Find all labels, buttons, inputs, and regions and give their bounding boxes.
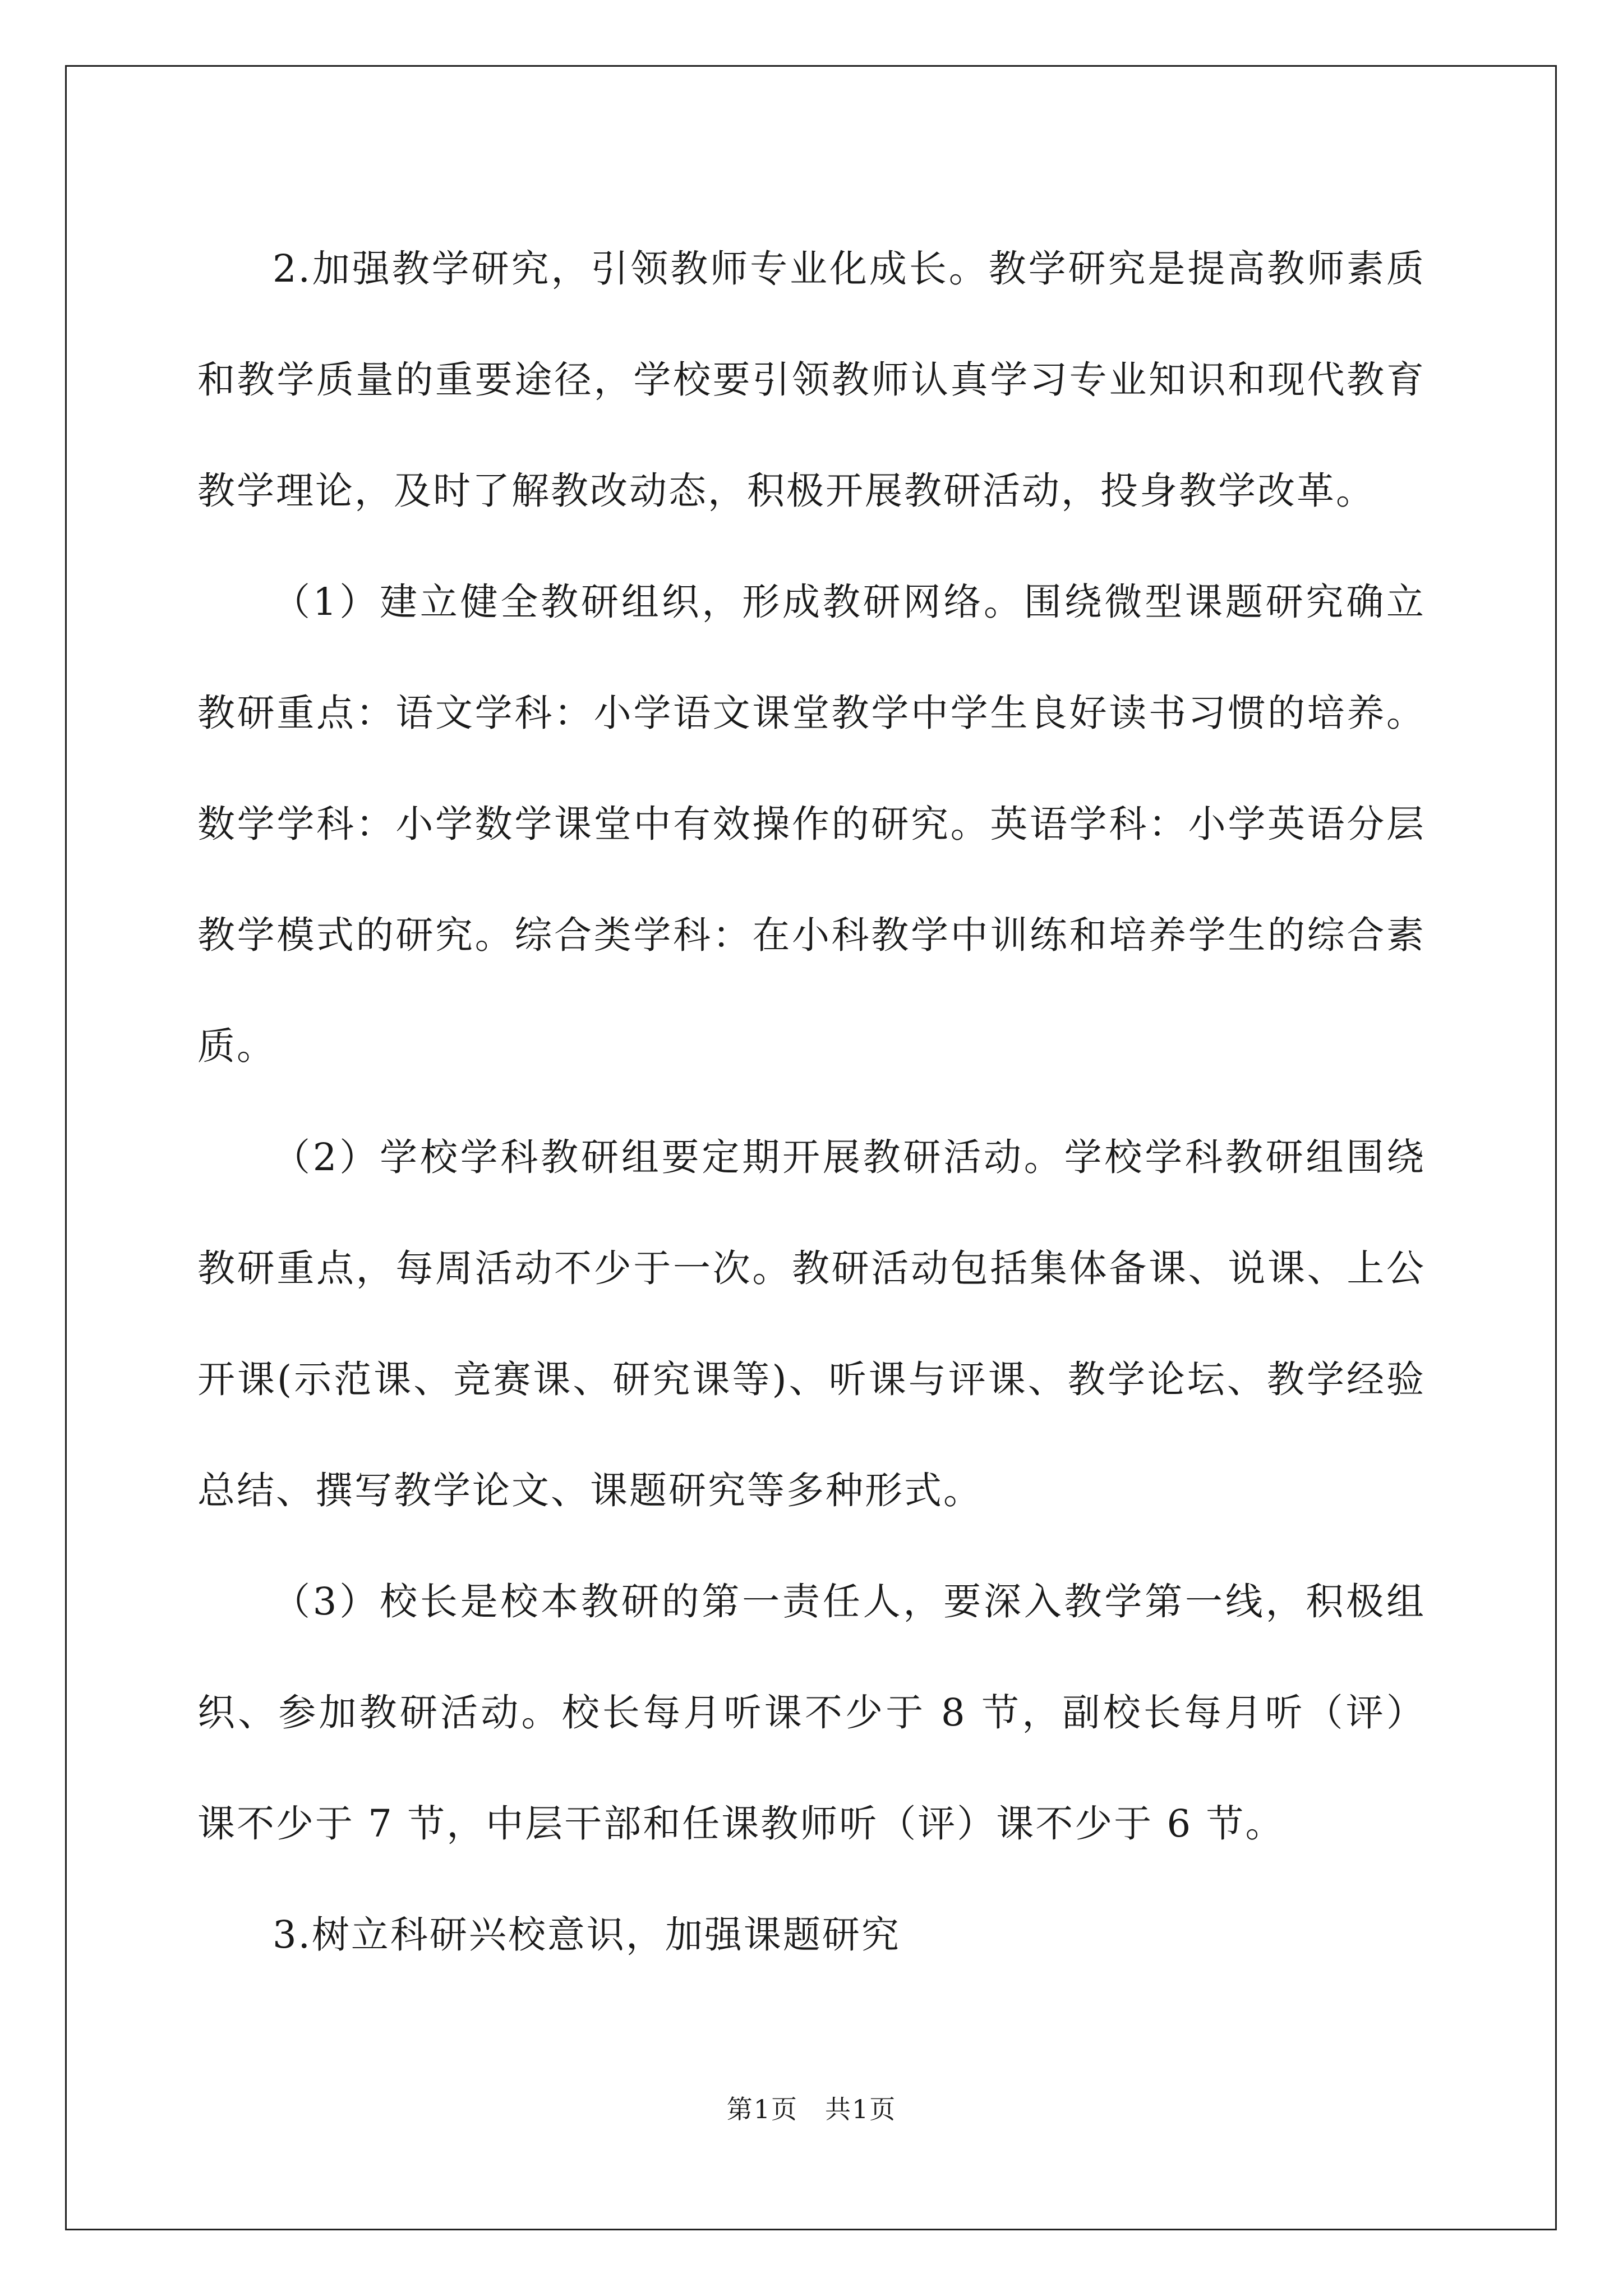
- paragraph-scientific-research: 3.树立科研兴校意识，加强课题研究: [273, 1913, 901, 1957]
- paragraph-research-activities: （2）学校学科教研组要定期开展教研活动。学校学科教研组围绕教研重点，每周活动不少于一次。教研活动包括集体备课、说课、上公开课(示范课、竞赛课、研究课等)、听课与评课、教学论坛、教学经验总结、撰写教学论文、课题研究等多种形式。: [197, 1135, 1426, 1512]
- paragraph-teaching-research: 2.加强教学研究，引领教师专业化成长。教学研究是提高教师素质和教学质量的重要途径，学校要引领教师认真学习专业知识和现代教育教学理论，及时了解教改动态，积极开展教研活动，投身教学改革。: [197, 247, 1426, 513]
- page-footer: 第1页 共1页: [726, 2094, 897, 2124]
- document-body: [197, 213, 1426, 1990]
- paragraph-principal-responsibility: （3）校长是校本教研的第一责任人，要深入教学第一线，积极组织、参加教研活动。校长每月听课不少于 8 节，副校长每月听（评）课不少于 7 节，中层干部和任课教师听（评）课不少于 6 节。: [197, 1580, 1426, 1846]
- paragraph-research-organization: （1）建立健全教研组织，形成教研网络。围绕微型课题研究确立教研重点：语文学科：小学语文课堂教学中学生良好读书习惯的培养。数学学科：小学数学课堂中有效操作的研究。英语学科：小学英语分层教学模式的研究。综合类学科：在小科教学中训练和培养学生的综合素质。: [197, 580, 1426, 1068]
